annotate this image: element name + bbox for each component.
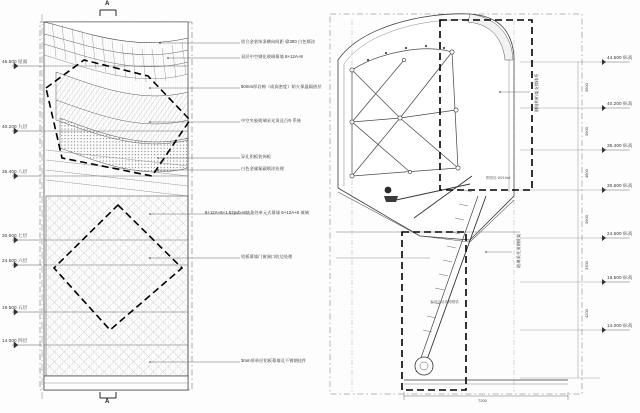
left-note-5: 白色金属氟碳喷涂处理 <box>241 166 284 171</box>
bottom-dimension: 7200 <box>478 398 487 403</box>
left-level-0: 45.500 屋面 <box>2 59 28 64</box>
escalator-callout <box>402 232 466 390</box>
left-level-2: 35.400 八层 <box>2 169 28 174</box>
right-level-2: 35.400 标高 <box>607 143 633 148</box>
left-note-1: 双层中空钢化玻璃幕墙 8+12A+8 <box>241 54 303 59</box>
left-note-6: 8+12A+8+1.52pvb+8转角处单元式幕墙 6+12A+6 玻璃 <box>205 210 309 215</box>
right-level-6: 14.000 标高 <box>607 323 633 328</box>
right-section-group <box>330 14 633 400</box>
right-note-0: 钢结构桁架支撑体系 <box>534 73 539 112</box>
right-note-1: 钢管柱 Ø219x8 <box>486 176 511 180</box>
right-level-0: 44.500 标高 <box>607 55 633 60</box>
right-dim-5: 4200 <box>584 309 589 318</box>
left-note-2: 50mm厚岩棉（或高密度）防火保温隔热层 <box>241 84 322 89</box>
left-level-5: 19.500 五层 <box>2 305 28 310</box>
right-dim-2: 4800 <box>584 169 589 178</box>
right-dim-3: 3600 <box>584 215 589 224</box>
right-dim-1: 3600 <box>584 127 589 136</box>
left-note-7: 铝板幕墙门窗洞口收边处理 <box>241 254 293 259</box>
left-level-3: 30.600 七层 <box>2 233 28 238</box>
right-level-5: 19.500 标高 <box>607 275 633 280</box>
left-note-8: 3mm厚单层铝板幕墙及不锈钢挂件 <box>241 358 307 363</box>
right-dim-0: 3600 <box>584 83 589 92</box>
left-elevation-group <box>12 10 252 400</box>
right-note-3: 室外自动扶梯钢梁 <box>430 300 459 304</box>
right-note-2: 玻璃采光顶钢骨架 <box>516 233 521 268</box>
left-level-6: 14.000 四层 <box>2 338 28 343</box>
right-dim-4: 3300 <box>584 261 589 270</box>
right-level-3: 30.600 标高 <box>607 183 633 188</box>
left-note-4: 穿孔铝板装饰板 <box>241 154 272 159</box>
left-note-3: 中空夹胶玻璃采光顶及百叶系统 <box>241 118 302 123</box>
right-level-1: 40.200 标高 <box>607 101 633 106</box>
left-level-4: 24.600 六层 <box>2 258 28 263</box>
left-level-1: 40.200 九层 <box>2 124 28 129</box>
right-level-4: 24.600 标高 <box>607 231 633 236</box>
left-note-0: 铝合金装饰条横向间距 @300 白色喷涂 <box>241 39 316 44</box>
section-mark-bottom: A <box>105 399 110 405</box>
section-mark-top: A <box>105 1 110 7</box>
